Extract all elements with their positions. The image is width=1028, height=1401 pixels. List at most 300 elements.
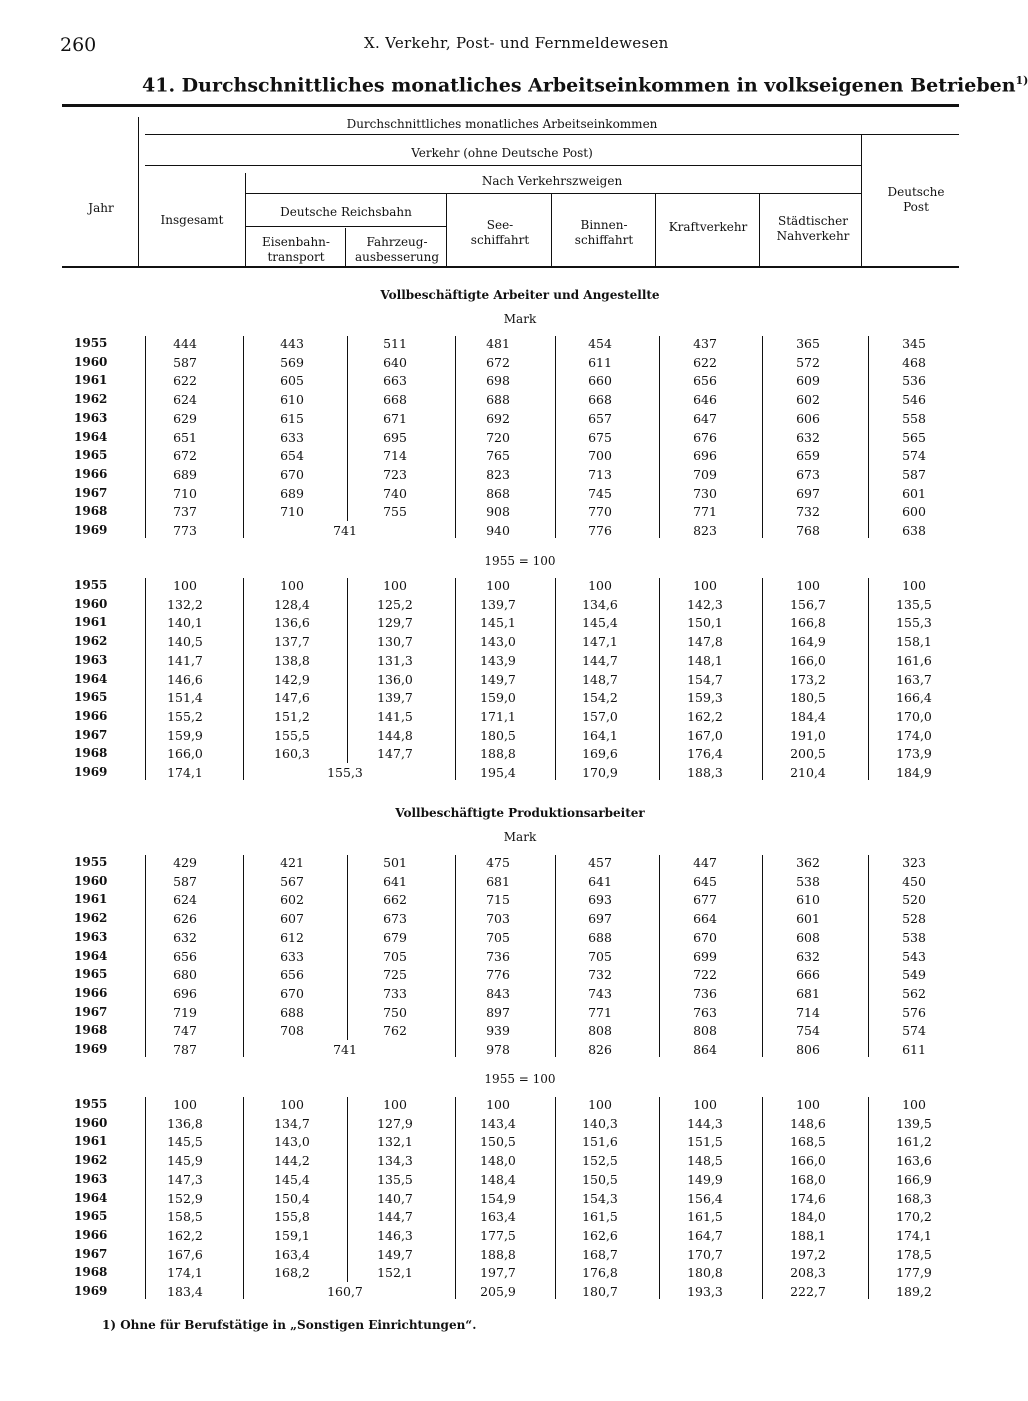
value-cell: 164,9 — [790, 634, 826, 650]
value-cell: 159,1 — [274, 1227, 310, 1243]
value-cell: 675 — [588, 429, 612, 445]
header-fahrzeug: Fahrzeug-ausbesserung — [354, 235, 440, 264]
value-cell: 140,5 — [167, 634, 203, 650]
value-cell: 447 — [693, 855, 717, 870]
value-cell: 323 — [902, 855, 926, 870]
table-row — [0, 355, 1024, 373]
footnote: 1) Ohne für Berufstätige in „Sonstigen Einrichtungen“. — [102, 1318, 477, 1332]
value-cell: 147,3 — [167, 1171, 203, 1187]
value-cell: 574 — [902, 448, 926, 464]
rule-verkehr — [145, 165, 861, 166]
value-cell: 345 — [902, 336, 926, 351]
value-cell: 163,6 — [896, 1153, 932, 1169]
header-insgesamt: Insgesamt — [160, 213, 224, 227]
value-cell: 638 — [902, 523, 926, 538]
value-cell: 183,4 — [167, 1284, 203, 1299]
year-cell: 1960 — [74, 354, 108, 369]
value-cell: 135,5 — [377, 1171, 413, 1187]
header-binnen: Binnen-schiffahrt — [574, 218, 634, 247]
value-cell: 143,0 — [274, 1134, 310, 1150]
year-cell: 1967 — [74, 1004, 108, 1019]
header-verkehr: Verkehr (ohne Deutsche Post) — [411, 146, 593, 160]
value-cell: 429 — [173, 855, 197, 870]
table-row — [0, 467, 1024, 485]
value-cell: 146,3 — [377, 1227, 413, 1243]
value-cell: 148,5 — [687, 1153, 723, 1169]
value-cell: 612 — [280, 929, 304, 945]
header-staedt: Städtischer Nahverkehr — [776, 214, 850, 243]
table-row — [0, 373, 1024, 391]
value-cell: 633 — [280, 948, 304, 964]
table-row — [0, 1097, 1024, 1115]
value-cell: 136,0 — [377, 671, 413, 687]
table-row — [0, 874, 1024, 892]
value-cell: 673 — [383, 911, 407, 927]
value-cell: 168,5 — [790, 1134, 826, 1150]
value-cell: 864 — [693, 1042, 717, 1057]
value-cell: 587 — [902, 466, 926, 482]
value-cell: 741 — [333, 1042, 357, 1057]
year-cell: 1969 — [74, 1284, 108, 1298]
value-cell: 162,2 — [687, 708, 723, 724]
value-cell: 157,0 — [582, 708, 618, 724]
value-cell: 100 — [902, 1097, 926, 1112]
value-cell: 139,5 — [896, 1115, 932, 1131]
value-cell: 681 — [486, 873, 510, 889]
year-cell: 1955 — [74, 1097, 108, 1111]
value-cell: 671 — [383, 410, 407, 426]
value-cell: 100 — [902, 578, 926, 593]
value-cell: 365 — [796, 336, 820, 351]
value-cell: 501 — [383, 855, 407, 870]
value-cell: 100 — [383, 578, 407, 593]
header-top: Durchschnittliches monatliches Arbeitseinkommen — [346, 117, 658, 131]
value-cell: 709 — [693, 466, 717, 482]
value-cell: 150,1 — [687, 615, 723, 631]
value-cell: 150,5 — [582, 1171, 618, 1187]
value-cell: 148,7 — [582, 671, 618, 687]
value-cell: 601 — [796, 911, 820, 927]
value-cell: 152,1 — [377, 1265, 413, 1281]
value-cell: 605 — [280, 373, 304, 389]
value-cell: 156,7 — [790, 596, 826, 612]
value-cell: 154,3 — [582, 1190, 618, 1206]
value-cell: 520 — [902, 892, 926, 908]
value-cell: 668 — [383, 392, 407, 408]
vline-binnen — [655, 194, 656, 267]
value-cell: 167,6 — [167, 1246, 203, 1262]
value-cell: 696 — [173, 985, 197, 1001]
value-cell: 125,2 — [377, 596, 413, 612]
value-cell: 144,2 — [274, 1153, 310, 1169]
year-cell: 1968 — [74, 1023, 108, 1038]
value-cell: 147,7 — [377, 746, 413, 762]
year-cell: 1966 — [74, 708, 108, 723]
value-cell: 722 — [693, 967, 717, 983]
value-cell: 763 — [693, 1004, 717, 1020]
table-row — [0, 653, 1024, 671]
value-cell: 629 — [173, 410, 197, 426]
value-cell: 144,7 — [377, 1209, 413, 1225]
value-cell: 444 — [173, 336, 197, 351]
header-see: See-schiffahrt — [470, 218, 530, 247]
value-cell: 170,0 — [896, 708, 932, 724]
value-cell: 654 — [280, 448, 304, 464]
value-cell: 656 — [693, 373, 717, 389]
value-cell: 180,8 — [687, 1265, 723, 1281]
header-reichsbahn: Deutsche Reichsbahn — [280, 205, 412, 219]
table-row — [0, 634, 1024, 652]
value-cell: 606 — [796, 410, 820, 426]
value-cell: 159,0 — [480, 690, 516, 706]
value-cell: 162,6 — [582, 1227, 618, 1243]
year-cell: 1966 — [74, 1227, 108, 1242]
value-cell: 174,0 — [896, 727, 932, 743]
year-cell: 1968 — [74, 746, 108, 761]
value-cell: 150,4 — [274, 1190, 310, 1206]
value-cell: 100 — [486, 578, 510, 593]
value-cell: 100 — [588, 1097, 612, 1112]
value-cell: 710 — [280, 504, 304, 520]
value-cell: 668 — [588, 392, 612, 408]
value-cell: 468 — [902, 354, 926, 370]
value-cell: 940 — [486, 523, 510, 538]
value-cell: 475 — [486, 855, 510, 870]
value-cell: 168,2 — [274, 1265, 310, 1281]
value-cell: 141,7 — [167, 652, 203, 668]
rule-top-group — [145, 134, 959, 135]
value-cell: 176,8 — [582, 1265, 618, 1281]
value-cell: 205,9 — [480, 1284, 516, 1299]
value-cell: 167,0 — [687, 727, 723, 743]
value-cell: 143,4 — [480, 1115, 516, 1131]
table-row — [0, 523, 1024, 541]
value-cell: 843 — [486, 985, 510, 1001]
table-row — [0, 1284, 1024, 1302]
value-cell: 660 — [588, 373, 612, 389]
value-cell: 610 — [280, 392, 304, 408]
value-cell: 152,9 — [167, 1190, 203, 1206]
value-cell: 538 — [902, 929, 926, 945]
value-cell: 188,3 — [687, 765, 723, 780]
value-cell: 646 — [693, 392, 717, 408]
value-cell: 145,9 — [167, 1153, 203, 1169]
year-cell: 1960 — [74, 1115, 108, 1130]
table-row — [0, 578, 1024, 596]
value-cell: 166,0 — [167, 746, 203, 762]
value-cell: 100 — [280, 578, 304, 593]
year-cell: 1968 — [74, 1265, 108, 1280]
year-cell: 1966 — [74, 985, 108, 1000]
value-cell: 715 — [486, 892, 510, 908]
value-cell: 713 — [588, 466, 612, 482]
value-cell: 771 — [693, 504, 717, 520]
value-cell: 151,5 — [687, 1134, 723, 1150]
value-cell: 154,7 — [687, 671, 723, 687]
value-cell: 130,7 — [377, 634, 413, 650]
value-cell: 576 — [902, 1004, 926, 1020]
section-unit: 1955 = 100 — [484, 1072, 556, 1086]
year-cell: 1961 — [74, 892, 108, 907]
table-row — [0, 1116, 1024, 1134]
value-cell: 771 — [588, 1004, 612, 1020]
value-cell: 546 — [902, 392, 926, 408]
value-cell: 699 — [693, 948, 717, 964]
value-cell: 725 — [383, 967, 407, 983]
value-cell: 144,7 — [582, 652, 618, 668]
value-cell: 762 — [383, 1023, 407, 1039]
header-bottom-rule — [62, 266, 959, 268]
year-cell: 1967 — [74, 485, 108, 500]
value-cell: 184,0 — [790, 1209, 826, 1225]
year-cell: 1955 — [74, 336, 108, 350]
value-cell: 680 — [173, 967, 197, 983]
table-row — [0, 597, 1024, 615]
value-cell: 574 — [902, 1023, 926, 1039]
year-cell: 1963 — [74, 410, 108, 425]
value-cell: 188,1 — [790, 1227, 826, 1243]
value-cell: 151,2 — [274, 708, 310, 724]
value-cell: 672 — [486, 354, 510, 370]
value-cell: 166,0 — [790, 652, 826, 668]
year-cell: 1964 — [74, 1190, 108, 1205]
value-cell: 543 — [902, 948, 926, 964]
value-cell: 823 — [693, 523, 717, 538]
value-cell: 162,2 — [167, 1227, 203, 1243]
value-cell: 156,4 — [687, 1190, 723, 1206]
value-cell: 195,4 — [480, 765, 516, 780]
running-head: X. Verkehr, Post- und Fernmeldewesen — [364, 34, 669, 52]
value-cell: 159,3 — [687, 690, 723, 706]
value-cell: 600 — [902, 504, 926, 520]
value-cell: 145,4 — [582, 615, 618, 631]
value-cell: 657 — [588, 410, 612, 426]
table-row — [0, 672, 1024, 690]
value-cell: 135,5 — [896, 596, 932, 612]
table-row — [0, 911, 1024, 929]
value-cell: 897 — [486, 1004, 510, 1020]
vline-jahr — [138, 117, 139, 267]
value-cell: 145,4 — [274, 1171, 310, 1187]
value-cell: 536 — [902, 373, 926, 389]
value-cell: 587 — [173, 354, 197, 370]
value-cell: 705 — [383, 948, 407, 964]
value-cell: 558 — [902, 410, 926, 426]
value-cell: 174,6 — [790, 1190, 826, 1206]
value-cell: 171,1 — [480, 708, 516, 724]
value-cell: 142,9 — [274, 671, 310, 687]
value-cell: 681 — [796, 985, 820, 1001]
value-cell: 659 — [796, 448, 820, 464]
table-row — [0, 949, 1024, 967]
value-cell: 176,4 — [687, 746, 723, 762]
year-cell: 1962 — [74, 911, 108, 926]
value-cell: 143,0 — [480, 634, 516, 650]
value-cell: 148,1 — [687, 652, 723, 668]
value-cell: 145,1 — [480, 615, 516, 631]
table-row — [0, 448, 1024, 466]
section-unit: 1955 = 100 — [484, 554, 556, 568]
value-cell: 149,9 — [687, 1171, 723, 1187]
value-cell: 663 — [383, 373, 407, 389]
value-cell: 696 — [693, 448, 717, 464]
value-cell: 145,5 — [167, 1134, 203, 1150]
value-cell: 168,7 — [582, 1246, 618, 1262]
top-rule — [62, 104, 959, 107]
table-row — [0, 336, 1024, 354]
value-cell: 868 — [486, 485, 510, 501]
value-cell: 173,9 — [896, 746, 932, 762]
table-row — [0, 967, 1024, 985]
year-cell: 1969 — [74, 1042, 108, 1056]
year-cell: 1960 — [74, 596, 108, 611]
value-cell: 164,1 — [582, 727, 618, 743]
value-cell: 692 — [486, 410, 510, 426]
table-row — [0, 728, 1024, 746]
year-cell: 1965 — [74, 448, 108, 463]
year-cell: 1963 — [74, 652, 108, 667]
value-cell: 908 — [486, 504, 510, 520]
value-cell: 100 — [280, 1097, 304, 1112]
value-cell: 100 — [173, 1097, 197, 1112]
value-cell: 765 — [486, 448, 510, 464]
value-cell: 173,2 — [790, 671, 826, 687]
table-row — [0, 690, 1024, 708]
vline-post — [861, 135, 862, 267]
value-cell: 645 — [693, 873, 717, 889]
value-cell: 222,7 — [790, 1284, 826, 1299]
value-cell: 587 — [173, 873, 197, 889]
year-cell: 1965 — [74, 1209, 108, 1224]
value-cell: 166,0 — [790, 1153, 826, 1169]
value-cell: 139,7 — [480, 596, 516, 612]
value-cell: 170,7 — [687, 1246, 723, 1262]
value-cell: 719 — [173, 1004, 197, 1020]
table-title-text: 41. Durchschnittliches monatliches Arbeitseinkommen in volkseigenen Betrieben — [142, 74, 1016, 97]
value-cell: 132,2 — [167, 596, 203, 612]
value-cell: 149,7 — [377, 1246, 413, 1262]
value-cell: 481 — [486, 336, 510, 351]
value-cell: 736 — [486, 948, 510, 964]
table-row — [0, 504, 1024, 522]
value-cell: 136,8 — [167, 1115, 203, 1131]
vline-reichsbahn — [446, 194, 447, 267]
value-cell: 437 — [693, 336, 717, 351]
value-cell: 143,9 — [480, 652, 516, 668]
table-row — [0, 615, 1024, 633]
value-cell: 174,1 — [167, 1265, 203, 1281]
value-cell: 626 — [173, 911, 197, 927]
value-cell: 184,9 — [896, 765, 932, 780]
value-cell: 754 — [796, 1023, 820, 1039]
value-cell: 152,5 — [582, 1153, 618, 1169]
value-cell: 776 — [486, 967, 510, 983]
value-cell: 693 — [588, 892, 612, 908]
value-cell: 141,5 — [377, 708, 413, 724]
year-cell: 1965 — [74, 690, 108, 705]
value-cell: 142,3 — [687, 596, 723, 612]
value-cell: 703 — [486, 911, 510, 927]
value-cell: 159,9 — [167, 727, 203, 743]
value-cell: 158,1 — [896, 634, 932, 650]
value-cell: 147,8 — [687, 634, 723, 650]
value-cell: 688 — [280, 1004, 304, 1020]
value-cell: 666 — [796, 967, 820, 983]
rule-reichsbahn — [245, 226, 446, 227]
value-cell: 197,7 — [480, 1265, 516, 1281]
value-cell: 733 — [383, 985, 407, 1001]
value-cell: 168,3 — [896, 1190, 932, 1206]
value-cell: 177,9 — [896, 1265, 932, 1281]
value-cell: 723 — [383, 466, 407, 482]
value-cell: 656 — [280, 967, 304, 983]
value-cell: 100 — [486, 1097, 510, 1112]
value-cell: 148,6 — [790, 1115, 826, 1131]
value-cell: 161,5 — [687, 1209, 723, 1225]
value-cell: 572 — [796, 354, 820, 370]
value-cell: 688 — [588, 929, 612, 945]
value-cell: 806 — [796, 1042, 820, 1057]
value-cell: 154,9 — [480, 1190, 516, 1206]
value-cell: 164,7 — [687, 1227, 723, 1243]
year-cell: 1960 — [74, 873, 108, 888]
value-cell: 197,2 — [790, 1246, 826, 1262]
value-cell: 641 — [588, 873, 612, 889]
year-cell: 1968 — [74, 504, 108, 519]
value-cell: 174,1 — [896, 1227, 932, 1243]
year-cell: 1962 — [74, 1153, 108, 1168]
value-cell: 662 — [383, 892, 407, 908]
value-cell: 567 — [280, 873, 304, 889]
year-cell: 1955 — [74, 855, 108, 869]
value-cell: 569 — [280, 354, 304, 370]
value-cell: 169,6 — [582, 746, 618, 762]
value-cell: 776 — [588, 523, 612, 538]
value-cell: 562 — [902, 985, 926, 1001]
header-kraft: Kraftverkehr — [668, 220, 748, 234]
value-cell: 750 — [383, 1004, 407, 1020]
table-row — [0, 765, 1024, 783]
value-cell: 170,9 — [582, 765, 618, 780]
value-cell: 137,7 — [274, 634, 310, 650]
value-cell: 140,3 — [582, 1115, 618, 1131]
value-cell: 672 — [173, 448, 197, 464]
value-cell: 210,4 — [790, 765, 826, 780]
value-cell: 208,3 — [790, 1265, 826, 1281]
value-cell: 421 — [280, 855, 304, 870]
value-cell: 150,5 — [480, 1134, 516, 1150]
value-cell: 146,6 — [167, 671, 203, 687]
value-cell: 161,6 — [896, 652, 932, 668]
table-row — [0, 709, 1024, 727]
value-cell: 139,7 — [377, 690, 413, 706]
value-cell: 168,0 — [790, 1171, 826, 1187]
value-cell: 601 — [902, 485, 926, 501]
value-cell: 100 — [588, 578, 612, 593]
value-cell: 180,5 — [480, 727, 516, 743]
table-row — [0, 1134, 1024, 1152]
value-cell: 641 — [383, 873, 407, 889]
table-row — [0, 930, 1024, 948]
value-cell: 770 — [588, 504, 612, 520]
value-cell: 689 — [280, 485, 304, 501]
value-cell: 129,7 — [377, 615, 413, 631]
value-cell: 180,7 — [582, 1284, 618, 1299]
value-cell: 826 — [588, 1042, 612, 1057]
value-cell: 188,8 — [480, 1246, 516, 1262]
value-cell: 174,1 — [167, 765, 203, 780]
value-cell: 140,1 — [167, 615, 203, 631]
